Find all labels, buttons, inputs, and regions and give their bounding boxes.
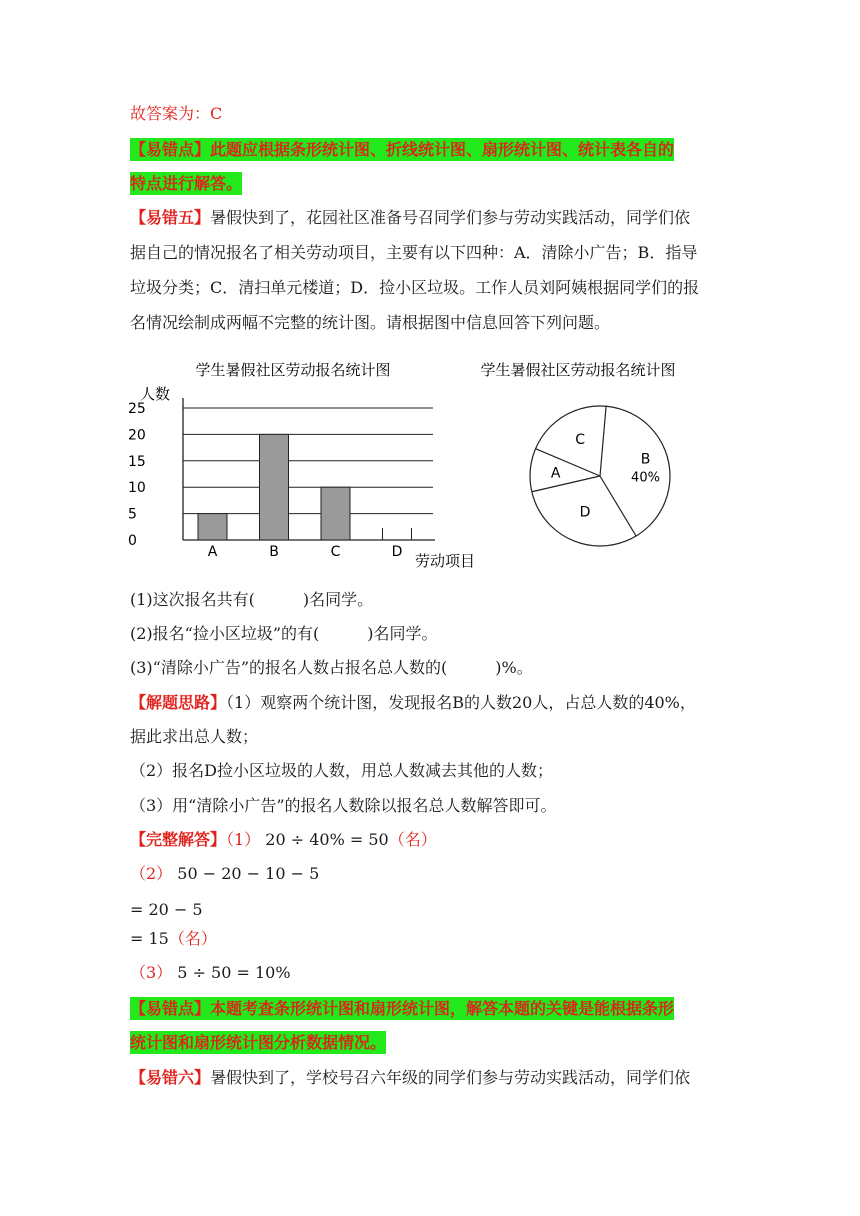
bar-chart	[128, 355, 476, 575]
pie-label-B: B	[640, 451, 651, 468]
problem-five-line-4: 名情况绘制成两幅不完整的统计图。请根据图中信息回答下列问题。	[130, 313, 611, 332]
question-2: (2)报名“捡小区垃圾”的有( )名同学。	[130, 624, 438, 643]
solution-idea-line-1	[130, 693, 696, 713]
pie-label-A: A	[550, 465, 561, 482]
error-point-text-2: 特点进行解答。	[130, 174, 243, 193]
answer-1-label: （1）	[226, 830, 261, 849]
answer-2-result: = 15	[130, 929, 169, 948]
y-tick-label: 20	[128, 427, 146, 444]
bar-chart-xlabel: 劳动项目	[415, 552, 476, 570]
full-answer-line-5	[130, 963, 291, 983]
answer-1-unit: （名）	[388, 830, 437, 849]
answer-3-math: 5 ÷ 50 = 10%	[177, 963, 291, 982]
error-point-2	[130, 999, 674, 1019]
solution-idea-line-2: 据此求出总人数；	[130, 727, 259, 746]
bar-B	[260, 434, 289, 540]
y-tick-label: 10	[128, 480, 146, 497]
y-tick-label: 0	[128, 533, 137, 549]
problem-six-line-1	[130, 1068, 690, 1088]
error-point-2-text: 本题考查条形统计图和扇形统计图，解答本题的关键是能根据条形	[210, 999, 675, 1018]
x-tick-label: C	[330, 544, 341, 560]
problem-six-text: 暑假快到了，学校号召六年级的同学们参与劳动实践活动，同学们依	[210, 1068, 691, 1087]
full-answer-line-1	[130, 830, 437, 850]
full-answer-line-4	[130, 929, 217, 949]
solution-idea-line-3: （2）报名D捡小区垃圾的人数，用总人数减去其他的人数；	[130, 761, 554, 780]
answer-3-label: （3）	[130, 963, 173, 982]
problem-five-tag: 【易错五】	[130, 208, 211, 227]
y-tick-label: 25	[128, 401, 146, 417]
answer-line: 故答案为：C	[130, 104, 223, 123]
solution-idea-text: （1）观察两个统计图，发现报名B的人数20人，占总人数的40%，	[226, 693, 696, 712]
error-point-1	[130, 140, 674, 160]
error-point-text: 此题应根据条形统计图、折线统计图、扇形统计图、统计表各自的	[210, 140, 675, 159]
answer-1-math: 20 ÷ 40% = 50	[265, 830, 389, 849]
error-point-tag: 【易错点】	[130, 140, 211, 159]
problem-six-tag: 【易错六】	[130, 1068, 211, 1087]
x-tick-label: A	[207, 544, 218, 560]
pie-chart-title: 学生暑假社区劳动报名统计图	[480, 361, 676, 379]
bar-A	[198, 514, 227, 540]
error-point-1-cont	[130, 174, 242, 194]
answer-2-unit: （名）	[168, 929, 217, 948]
full-answer-line-2	[130, 864, 319, 884]
solution-idea-line-4: （3）用“清除小广告”的报名人数除以报名总人数解答即可。	[130, 796, 557, 815]
problem-five-line-1	[130, 208, 690, 228]
pie-label-D: D	[579, 504, 591, 521]
answer-2-step: = 20 − 5	[130, 900, 203, 919]
pie-chart	[470, 355, 720, 565]
full-answer-line-3	[130, 900, 203, 920]
y-tick-label: 15	[128, 453, 146, 470]
x-tick-label: D	[391, 544, 403, 560]
error-point-2-cont	[130, 1033, 386, 1053]
question-3: (3)“清除小广告”的报名人数占报名总人数的( )%。	[130, 658, 533, 677]
error-point-2-tag: 【易错点】	[130, 999, 211, 1018]
problem-five-text: 暑假快到了，花园社区准备号召同学们参与劳动实践活动，同学们依	[210, 208, 691, 227]
problem-five-line-3: 垃圾分类；C．清扫单元楼道；D．捡小区垃圾。工作人员刘阿姨根据同学们的报	[130, 278, 700, 297]
pie-label-C: C	[575, 431, 586, 448]
y-tick-label: 5	[128, 506, 137, 523]
error-point-2-text-2: 统计图和扇形统计图分析数据情况。	[130, 1033, 387, 1052]
pie-value-B: 40%	[631, 470, 660, 486]
x-tick-label: B	[269, 544, 279, 560]
full-answer-tag: 【完整解答】	[130, 830, 227, 849]
bar-C	[321, 487, 350, 540]
problem-five-line-2: 据自己的情况报名了相关劳动项目，主要有以下四种：A．清除小广告；B．指导	[130, 243, 698, 262]
bar-chart-title: 学生暑假社区劳动报名统计图	[195, 361, 391, 379]
answer-2-label: （2）	[130, 864, 173, 883]
question-1: (1)这次报名共有( )名同学。	[130, 590, 374, 609]
bar-chart-ylabel: 人数	[140, 385, 171, 403]
answer-2-math: 50 − 20 − 10 − 5	[177, 864, 320, 883]
solution-idea-tag: 【解题思路】	[130, 693, 227, 712]
